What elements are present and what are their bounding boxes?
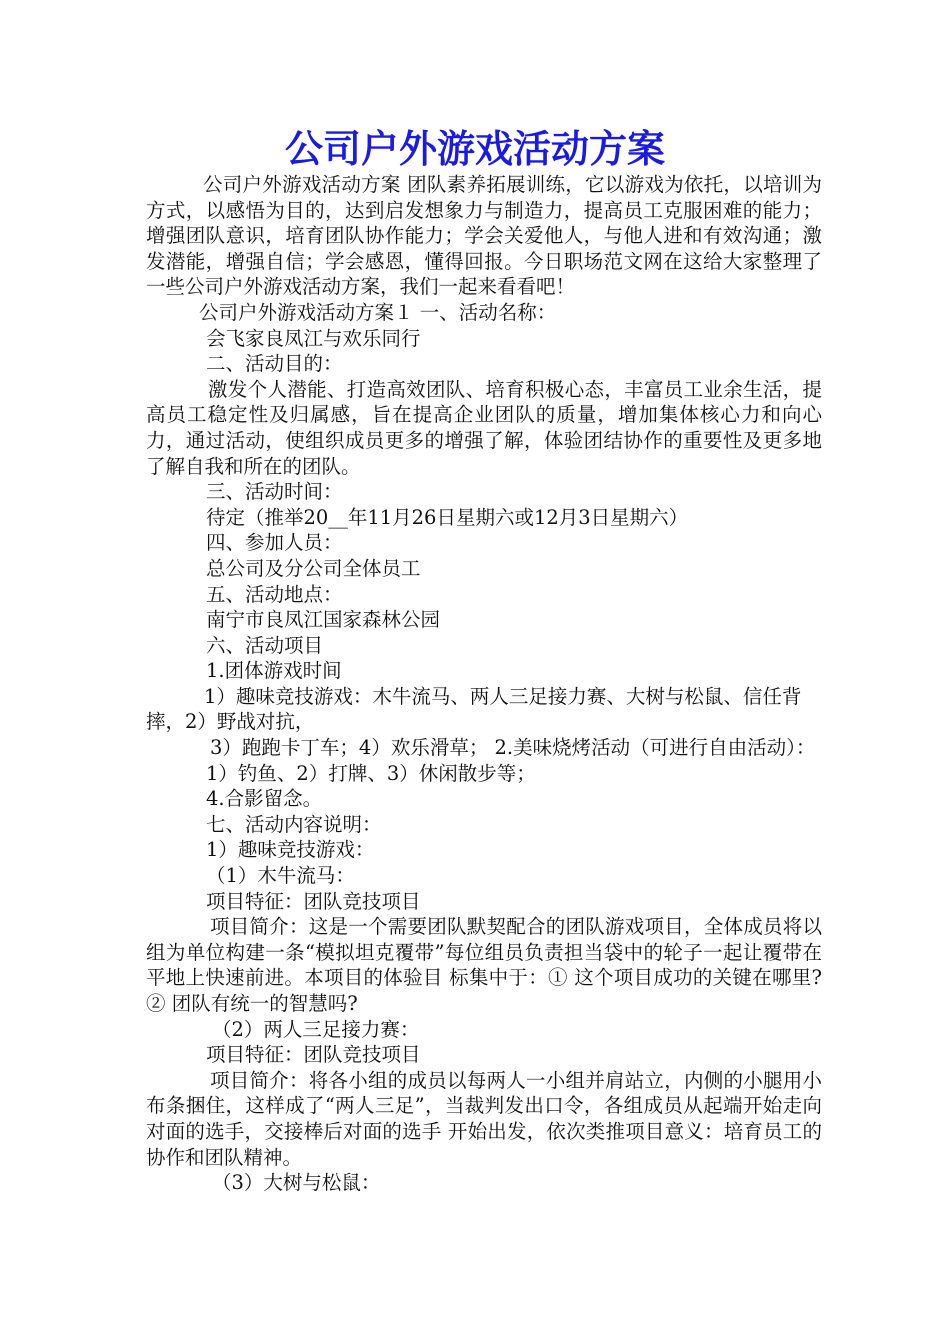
section-heading: 六、活动项目 xyxy=(206,633,324,657)
activity-time: 待定（推举20__年11月26日星期六或12月3日星期六） xyxy=(206,505,689,529)
section-heading: 二、活动目的： xyxy=(206,352,343,376)
intro-paragraph: 公司户外游戏活动方案 团队素养拓展训练，它以游戏为依托，以培训为方式，以感悟为目的，达到启发想象力与制造力，提高员工克服困难的能力；增强团队意识，培育团队协作能力；学会关爱他人，与他人进和有效沟通；激发潜能，增强自信；学会感恩，懂得回报。今日职场范文网在这给大家整理了一些公司户外游戏活动方案，我们一起来看看吧！ xyxy=(146,173,822,299)
project-feature: 项目特征：团队竞技项目 xyxy=(206,889,421,913)
list-item: 3）跑跑卡丁车；4）欢乐滑草； 2.美味烧烤活动（可进行自由活动）： xyxy=(210,736,816,760)
document-body xyxy=(146,172,822,1196)
list-item: 1）钓鱼、2）打牌、3）休闲散步等； xyxy=(206,761,536,785)
purpose-paragraph: 激发个人潜能、打造高效团队、培育积极心态，丰富员工业余生活，提高员工稳定性及归属感，旨在提高企业团队的质量，增加集体核心力和向心力，通过活动，使组织成员更多的增强了解，体验团结协作的重要性及更多地了解自我和所在的团队。 xyxy=(146,377,822,478)
section-heading: 七、活动内容说明： xyxy=(206,812,382,836)
list-item: 1）趣味竞技游戏：木牛流马、两人三足接力赛、大树与松鼠、信任背摔，2）野战对抗， xyxy=(146,684,802,734)
list-item: 4.合影留念。 xyxy=(206,787,323,811)
section-heading: 五、活动地点： xyxy=(206,582,343,606)
plan-heading: 公司户外游戏活动方案１ 一、活动名称： xyxy=(199,300,557,324)
project-feature: 项目特征：团队竞技项目 xyxy=(206,1043,421,1067)
project-description: 项目简介：这是一个需要团队默契配合的团队游戏项目，全体成员将以组为单位构建一条“模拟坦克覆带”每位组员负责担当袋中的轮子一起让覆带在平地上快速前进。本项目的体验目 标集中于：① 这个项目成功的关键在哪里?② 团队有统一的智慧吗? xyxy=(146,915,822,1015)
section-heading: 三、活动时间： xyxy=(206,480,343,504)
list-item: （1）木牛流马： xyxy=(206,864,355,888)
list-item: 1）趣味竞技游戏： xyxy=(206,838,375,862)
list-item: （3）大树与松鼠： xyxy=(212,1171,381,1195)
activity-location: 南宁市良凤江国家森林公园 xyxy=(206,608,441,632)
activity-name: 会飞家良凤江与欢乐同行 xyxy=(206,326,421,350)
section-heading: 四、参加人员： xyxy=(206,531,343,555)
project-description: 项目简介：将各小组的成员以每两人一小组并肩站立，内侧的小腿用小布条捆住，这样成了“两人三足”，当裁判发出口令，各组成员从起端开始走向对面的选手，交接棒后对面的选手 开始出发，依次类推项目意义：培育员工的协作和团队精神。 xyxy=(146,1068,822,1169)
document-title: 公司户外游戏活动方案 xyxy=(284,126,665,171)
list-item: 1.团体游戏时间 xyxy=(206,659,342,683)
participants: 总公司及分公司全体员工 xyxy=(206,556,421,580)
list-item: （2）两人三足接力赛： xyxy=(212,1017,420,1041)
